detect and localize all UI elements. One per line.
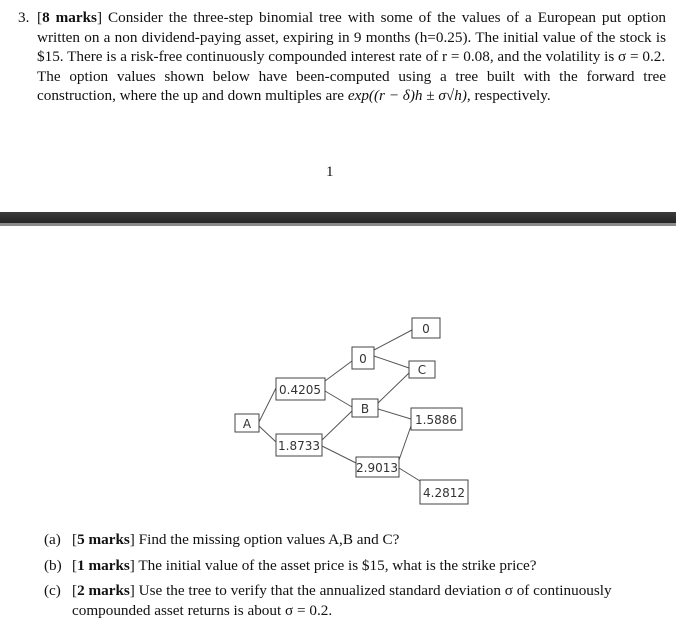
part-a-label: (a) xyxy=(44,531,61,548)
edge-dd-ddd xyxy=(399,468,420,481)
node-uu: 0 xyxy=(359,352,367,366)
node-uud: C xyxy=(417,363,427,377)
part-b-marks: 1 marks xyxy=(77,556,130,574)
edge-A-d1 xyxy=(259,426,276,442)
part-c-marks: 2 marks xyxy=(77,582,130,600)
part-b-text: The initial value of the asset price is $15, what is the strike price? xyxy=(138,556,537,574)
problem-text-1: Consider the three-step binomial tree with some of the values of a European put option written on a non dividend-paying asset, expiring in 9 months (h=0.25). The initial value of the stock is $15. There is a risk-free continuously compounded interest rate of r = 0.08, and the volatility is σ = 0.2. xyxy=(37,9,667,66)
problem-marks: 8 marks xyxy=(42,9,97,26)
question-parts xyxy=(44,530,670,626)
problem-paragraph-1 xyxy=(37,8,666,67)
part-b-label: (b) xyxy=(44,556,62,574)
edge-ud-udd xyxy=(378,409,411,419)
part-c-text: Use the tree to verify that the annualized standard deviation σ of continuously compounded asset returns is about σ = 0.2. xyxy=(72,582,612,619)
node-u1: 0.4205 xyxy=(279,383,321,397)
page-number: 1 xyxy=(326,164,334,180)
binomial-tree xyxy=(0,226,676,526)
node-d1: 1.8733 xyxy=(278,439,320,453)
edge-d1-ud xyxy=(322,411,352,440)
page-divider xyxy=(0,212,676,226)
edge-d1-dd xyxy=(322,446,356,463)
problem-text-2-end: , respectively. xyxy=(466,87,551,105)
edge-u1-uu xyxy=(325,361,352,381)
problem-number: 3. xyxy=(18,9,30,26)
part-a-marks: 5 marks xyxy=(77,531,130,548)
problem-statement xyxy=(18,8,666,106)
node-uuu: 0 xyxy=(422,322,430,336)
edge-A-u1 xyxy=(259,388,276,422)
edge-uu-uud xyxy=(374,356,409,368)
node-ddd: 4.2812 xyxy=(423,486,465,500)
part-a: (a) [5 marks] Find the missing option values A,B and C? xyxy=(44,531,400,548)
edge-dd-udd xyxy=(399,426,411,460)
edge-uu-uuu xyxy=(374,330,412,350)
node-A: A xyxy=(242,417,252,431)
edge-u1-ud xyxy=(325,391,352,407)
problem-text-2: The option values shown below have been-computed using a tree built with the forward tree construction, where the up and down multiples are xyxy=(37,67,666,105)
part-c: (c) [2 marks] Use the tree to verify that the annualized standard deviation σ of continuously compounded asset returns is about σ = 0.2. xyxy=(44,582,612,619)
part-c-label: (c) xyxy=(44,582,61,600)
edge-ud-uud xyxy=(378,373,409,403)
part-b: (b) [1 marks] The initial value of the asset price is $15, what is the strike price? xyxy=(44,556,537,574)
bracket-close: ] xyxy=(96,9,103,26)
formula: exp((r − δ)h ± σ√h) xyxy=(347,87,467,105)
problem-paragraph-2 xyxy=(37,67,666,106)
node-udd: 1.5886 xyxy=(415,413,457,427)
part-a-text: Find the missing option values A,B and C? xyxy=(138,531,400,548)
bracket-open: [ xyxy=(37,9,43,26)
problem-body xyxy=(37,8,666,106)
node-ud: B xyxy=(360,402,370,416)
node-dd: 2.9013 xyxy=(356,461,398,475)
